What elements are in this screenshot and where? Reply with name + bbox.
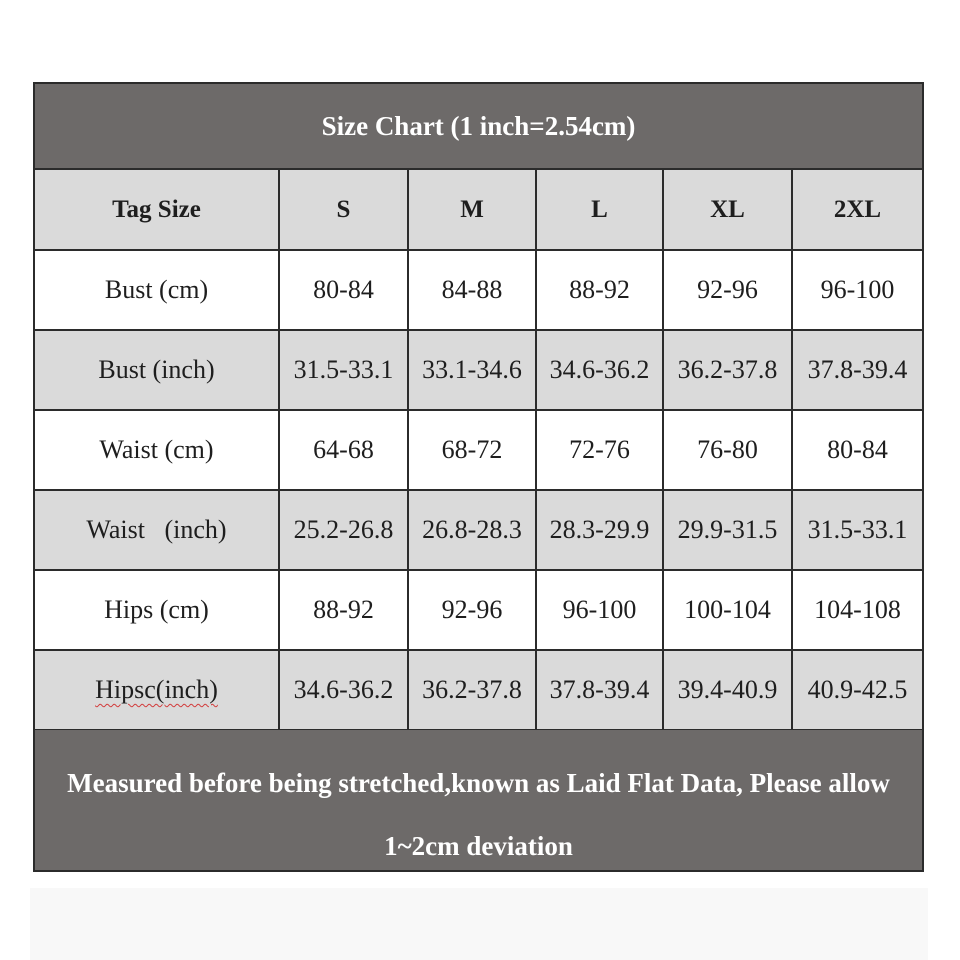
- table-row: [35, 650, 922, 730]
- header-cell-size: L: [536, 170, 663, 250]
- table-cell: 92-96: [408, 570, 536, 650]
- table-cell: 37.8-39.4: [792, 330, 922, 410]
- table-cell: 76-80: [663, 410, 792, 490]
- header-cell-size: XL: [663, 170, 792, 250]
- table-cell: 33.1-34.6: [408, 330, 536, 410]
- table-cell: 39.4-40.9: [663, 650, 792, 730]
- row-label: Bust (cm): [35, 250, 279, 330]
- table-cell: 80-84: [792, 410, 922, 490]
- bottom-background-band: [30, 888, 928, 960]
- note-line-2: 1~2cm deviation: [384, 831, 573, 861]
- table-cell: 26.8-28.3: [408, 490, 536, 570]
- table-cell: 31.5-33.1: [792, 490, 922, 570]
- table-cell: 100-104: [663, 570, 792, 650]
- table-row: [35, 490, 922, 570]
- table-cell: 104-108: [792, 570, 922, 650]
- table-row: [35, 330, 922, 410]
- header-cell-tag-size: Tag Size: [35, 170, 279, 250]
- chart-title: Size Chart (1 inch=2.54cm): [35, 84, 922, 170]
- table-cell: 92-96: [663, 250, 792, 330]
- table-cell: 68-72: [408, 410, 536, 490]
- table-cell: 37.8-39.4: [536, 650, 663, 730]
- header-cell-size: M: [408, 170, 536, 250]
- table-cell: 84-88: [408, 250, 536, 330]
- table-cell: 31.5-33.1: [279, 330, 408, 410]
- row-label: Waist (cm): [35, 410, 279, 490]
- table-cell: 88-92: [279, 570, 408, 650]
- table-row: [35, 250, 922, 330]
- table-cell: 80-84: [279, 250, 408, 330]
- table-cell: 36.2-37.8: [408, 650, 536, 730]
- size-table: [35, 170, 922, 731]
- header-cell-size: S: [279, 170, 408, 250]
- spellcheck-underlined-label: Hipsc(inch): [95, 675, 218, 704]
- header-cell-size: 2XL: [792, 170, 922, 250]
- table-cell: 96-100: [792, 250, 922, 330]
- row-label: [35, 650, 279, 730]
- table-row: [35, 570, 922, 650]
- table-cell: 34.6-36.2: [536, 330, 663, 410]
- table-cell: 40.9-42.5: [792, 650, 922, 730]
- row-label: Waist (inch): [35, 490, 279, 570]
- table-cell: 96-100: [536, 570, 663, 650]
- table-cell: 34.6-36.2: [279, 650, 408, 730]
- table-cell: 29.9-31.5: [663, 490, 792, 570]
- measurement-note: [35, 730, 922, 870]
- table-cell: 88-92: [536, 250, 663, 330]
- table-row: [35, 410, 922, 490]
- size-chart: [33, 82, 924, 872]
- row-label: Hips (cm): [35, 570, 279, 650]
- table-cell: 25.2-26.8: [279, 490, 408, 570]
- table-cell: 36.2-37.8: [663, 330, 792, 410]
- table-header-row: [35, 170, 922, 250]
- table-cell: 28.3-29.9: [536, 490, 663, 570]
- table-cell: 72-76: [536, 410, 663, 490]
- note-line-1: Measured before being stretched,known as Laid Flat Data, Please allow: [67, 768, 890, 798]
- row-label: Bust (inch): [35, 330, 279, 410]
- table-cell: 64-68: [279, 410, 408, 490]
